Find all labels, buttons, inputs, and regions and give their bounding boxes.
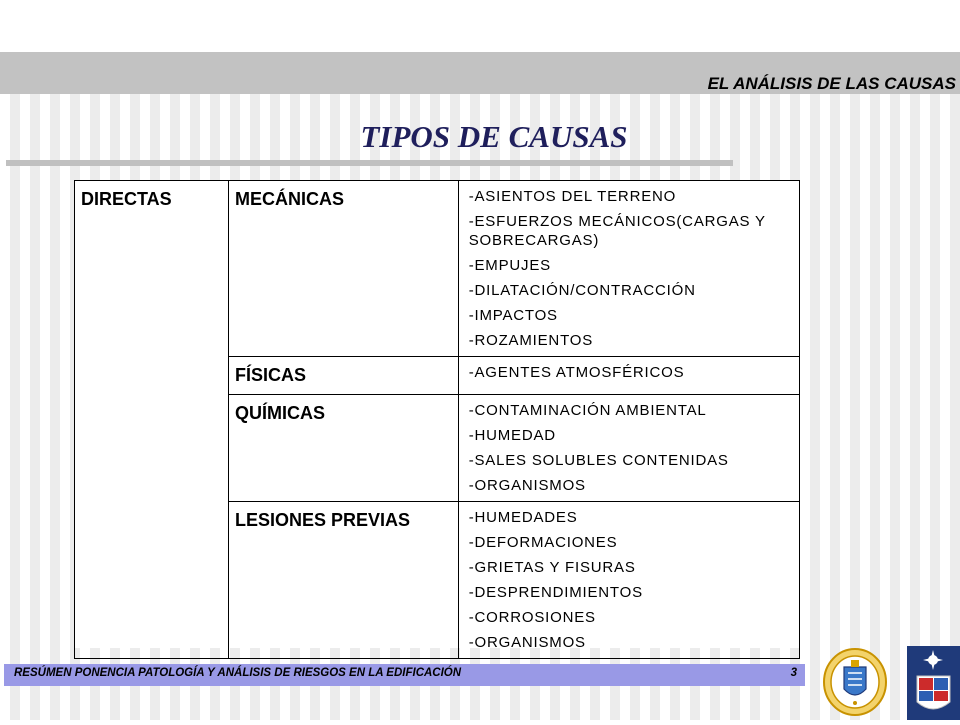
item-list bbox=[469, 401, 789, 495]
table-row bbox=[75, 181, 800, 357]
page-title: TIPOS DE CAUSAS bbox=[360, 119, 628, 154]
causes-table bbox=[74, 180, 800, 651]
institution-shield-icon bbox=[907, 646, 960, 720]
list-item: -HUMEDAD bbox=[468, 427, 556, 444]
list-item: -AGENTES ATMOSFÉRICOS bbox=[468, 364, 685, 381]
category-cell: DIRECTAS bbox=[75, 181, 229, 659]
list-item: -CORROSIONES bbox=[468, 609, 596, 626]
subtype-cell: LESIONES PREVIAS bbox=[228, 502, 458, 659]
university-seal-icon bbox=[822, 647, 888, 717]
section-title: EL ANÁLISIS DE LAS CAUSAS bbox=[707, 74, 956, 93]
list-item: -CONTAMINACIÓN AMBIENTAL bbox=[468, 402, 707, 419]
subtype-cell: FÍSICAS bbox=[228, 357, 458, 395]
list-item: -GRIETAS Y FISURAS bbox=[468, 559, 636, 576]
item-list bbox=[469, 508, 789, 652]
list-item: -ORGANISMOS bbox=[468, 634, 586, 651]
top-margin bbox=[0, 0, 960, 52]
items-cell bbox=[458, 502, 799, 659]
list-item: -DESPRENDIMIENTOS bbox=[468, 584, 643, 601]
page-number: 3 bbox=[790, 667, 797, 679]
items-cell bbox=[458, 395, 799, 502]
item-list bbox=[469, 363, 789, 382]
list-item: -ASIENTOS DEL TERRENO bbox=[468, 188, 677, 205]
list-item: -DILATACIÓN/CONTRACCIÓN bbox=[468, 282, 696, 299]
list-item: -ORGANISMOS bbox=[468, 477, 586, 494]
title-divider bbox=[6, 160, 733, 166]
subtype-cell: MECÁNICAS bbox=[228, 181, 458, 357]
list-item: -SALES SOLUBLES CONTENIDAS bbox=[468, 452, 729, 469]
list-item: -DEFORMACIONES bbox=[468, 534, 618, 551]
list-item: -EMPUJES bbox=[468, 257, 551, 274]
list-item: -HUMEDADES bbox=[468, 509, 578, 526]
list-item: -ESFUERZOS MECÁNICOS(CARGAS Y SOBRECARGAS) bbox=[468, 213, 766, 249]
list-item: -IMPACTOS bbox=[468, 307, 558, 324]
items-cell bbox=[458, 357, 799, 395]
item-list bbox=[469, 187, 789, 350]
items-cell bbox=[458, 181, 799, 357]
footer-bar bbox=[4, 664, 805, 686]
subtype-cell: QUÍMICAS bbox=[228, 395, 458, 502]
list-item: -ROZAMIENTOS bbox=[468, 332, 594, 349]
footer-text: RESÚMEN PONENCIA PATOLOGÍA Y ANÁLISIS DE RIESGOS EN LA EDIFICACIÓN bbox=[14, 667, 462, 679]
